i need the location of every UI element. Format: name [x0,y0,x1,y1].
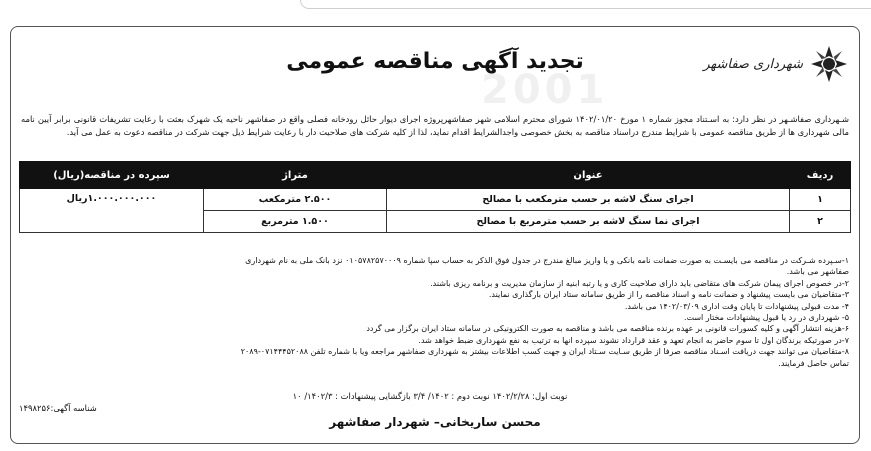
row-title: اجرای نما سنگ لاشه بر حسب مترمربع با مصالح [387,211,790,233]
intro-paragraph: شـهرداری صفاشـهر در نظر دارد: به اسـتناد مجوز شماره ۱ مورخ ۱۴۰۲/۰۱/۲۰ شورای محترم اسلامی شهر صفاشهرپروژه اجرای دیوار حائل رودخانه فصلی واقع در صفاشهر ناحیه یک شهرک بعثت با رعایت تشریفات قانونی برابر آیین نامه مالی شهرداری ها از طریق مناقصه عمومی با شرایط مندرج دراسناد مناقصه به بخش خصوصی واجدالشرایط اقدام نماید، لذا از کلیه شرکت های صلاحیت دار با رعایت شرایط ذیل جهت شرکت در مناقصه دعوت به عمل می آید. [21,114,850,137]
table-row [20,189,851,211]
conditions-list [21,255,849,369]
condition-item: ۶-هزینه انتشار آگهی و کلیه کسورات قانونی بر عهده برنده مناقصه می باشد و مناقصه به صورت الکترونیکی در سامانه ستاد ایران برگزار می گردد [366,324,849,334]
col-header-title: عنوان [387,162,790,189]
tender-table [19,161,851,233]
row-amount: ۲.۵۰۰ مترمکعب [204,189,387,211]
condition-item: ۷-در صورتیکه برندگان اول تا سوم حاضر به انجام تعهد و عقد قرارداد نشوند سپرده انها به ترتیب به نفع شهرداری ضبط خواهد شد. [418,335,849,345]
ad-id: شناسه آگهی:۱۴۹۸۲۵۶ [19,403,97,413]
condition-item: ۴- مدت قبولی پیشنهادات تا پایان وقت اداری ۱۴۰۲/۰۳/۰۹ می باشد. [624,301,849,311]
notice-header [11,27,859,113]
col-header-deposit: سپرده در مناقصه(ریال) [20,162,204,189]
row-amount: ۱.۵۰۰ مترمربع [204,211,387,233]
top-tab-edge [300,0,871,9]
condition-item: ۱-سـپرده شـرکت در مناقصه می بایسـت به صورت ضمانت نامه بانکی و یا واریز مبالغ مندرج در جدول فوق الذکر به حساب سپا شماره ۰۱۰۵۷۸۲۵۷۰۰۰۹ نزد بانک ملی به نام شهرداری [245,256,849,265]
row-deposit: ۱.۰۰۰.۰۰۰.۰۰۰ریال [20,189,204,233]
publication-dates: نوبت اول: ۱۴۰۲/۲/۲۸ نوبت دوم : ۱۴۰۲/ ۳/۴ بازگشایی پیشنهادات : ۱۴۰۲/۳/ ۱۰ [292,391,568,401]
row-number: ۲ [790,211,851,233]
table-header-row [20,162,851,189]
col-header-amount: متراژ [204,162,387,189]
condition-item: ۵- شهرداری در رد یا قبول پیشنهادات مختار است. [683,313,849,323]
condition-item: ۳-متقاضیان می بایست پیشنهاد و ضمانت نامه و اسناد مناقصه را از طریق سامانه ستاد ایران بارگذاری نمایند. [488,290,849,300]
row-number: ۱ [790,189,851,211]
condition-item: صفاشهر می باشد. [786,267,849,277]
condition-item: ۸-متقاضیان می توانند جهت دریافت اسـناد مناقصه صرفا از طریق سـایت سـتاد ایران و جهت کسب اطلاعات بیشتر به شهرداری صفاشهر مراجعه ویا با شماره تلفن ۰۷۱۴۴۴۵۲۰۸۸-۲۰۸۹ [240,347,849,357]
condition-item: تماس حاصل فرمایند. [778,358,849,368]
notice-frame [10,26,860,444]
notice-title: تجدید آگهی مناقصه عمومی [286,49,584,74]
signature: محسن ساریخانی– شهردار صفاشهر [329,415,541,429]
row-title: اجرای سنگ لاشه بر حسب مترمکعب با مصالح [387,189,790,211]
col-header-num: ردیف [790,162,851,189]
watermark: 2001 [481,67,609,113]
condition-item: ۲-در خصوص اجرای پیمان شرکت های متقاضی باید دارای صلاحیت کاری و یا رتبه ابنیه از سازمان مدیریت و برنامه ریزی باشند. [430,278,849,288]
logo-text: شهرداری صفاشهر [703,56,803,72]
